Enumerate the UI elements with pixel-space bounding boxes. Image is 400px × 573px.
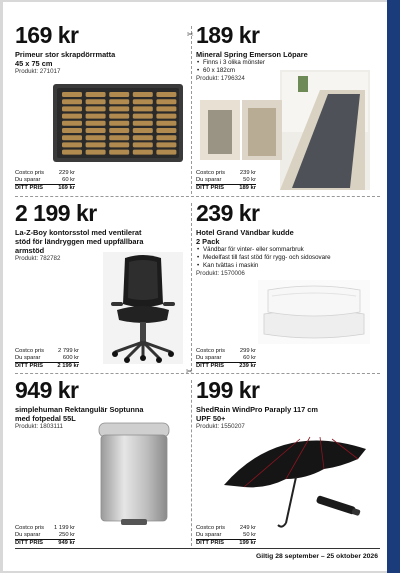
- product-number: Produkt: 1796324: [196, 75, 245, 82]
- product-bullet: • Medelfast till fast stöd för rygg- och sidosovare: [196, 254, 372, 262]
- price-table: Costco pris 1 199 kr Du sparar 250 kr DITT PRIS 949 kr: [15, 525, 75, 547]
- product-number: Produkt: 782782: [15, 255, 61, 262]
- price-table: Costco pris 2 799 kr Du sparar 600 kr DITT PRIS 2 199 kr: [15, 348, 79, 370]
- doormat-image: [53, 84, 183, 162]
- product-number: Produkt: 1550207: [196, 423, 245, 430]
- pillows-image: [258, 280, 370, 344]
- product-card-doormat[interactable]: [15, 22, 191, 192]
- accent-bar: [387, 0, 400, 573]
- product-bullet: • Finns i 3 olika mönster: [196, 59, 372, 67]
- product-number: Produkt: 1570006: [196, 270, 245, 277]
- trash-can-image: [93, 419, 175, 529]
- price-table: Costco pris 239 kr Du sparar 50 kr DITT PRIS 189 kr: [196, 170, 256, 192]
- price-table: Costco pris 249 kr Du sparar 50 kr DITT PRIS 199 kr: [196, 525, 256, 547]
- price-table: Costco pris 299 kr Du sparar 60 kr DITT PRIS 239 kr: [196, 348, 256, 370]
- product-card-umbrella[interactable]: [196, 377, 372, 547]
- product-card-pillows[interactable]: [196, 200, 372, 370]
- footer-rule: [15, 548, 380, 549]
- scissors-icon: ✂: [186, 367, 193, 376]
- product-bullet: • 60 x 182cm: [196, 67, 372, 75]
- product-title: simplehuman Rektangulär Soptunna med fotpedal 55L: [15, 405, 144, 423]
- product-card-runner[interactable]: [196, 22, 372, 192]
- scissors-icon: ✂: [187, 30, 194, 39]
- product-price: 199 kr: [196, 377, 260, 403]
- horizontal-separator: [15, 373, 380, 374]
- product-price: 949 kr: [15, 377, 79, 403]
- product-card-office-chair[interactable]: [15, 200, 191, 370]
- product-price: 189 kr: [196, 22, 260, 48]
- vertical-separator: [191, 26, 192, 194]
- umbrella-image: [220, 427, 370, 531]
- office-chair-image: [103, 252, 183, 364]
- product-price: 239 kr: [196, 200, 260, 226]
- price-table: Costco pris 229 kr Du sparar 60 kr DITT PRIS 169 kr: [15, 170, 75, 192]
- horizontal-separator: [15, 196, 380, 197]
- product-title: Mineral Spring Emerson Löpare: [196, 50, 308, 59]
- product-price: 169 kr: [15, 22, 79, 48]
- product-card-trash-can[interactable]: [15, 377, 191, 547]
- product-title: Hotel Grand Vändbar kudde 2 Pack: [196, 228, 294, 246]
- product-title: ShedRain WindPro Paraply 117 cm UPF 50+: [196, 405, 318, 423]
- vertical-separator: [191, 203, 192, 371]
- vertical-separator: [191, 380, 192, 546]
- product-bullet: • Kan tvättas i maskin: [196, 262, 372, 270]
- product-number: Produkt: 1803111: [15, 423, 63, 430]
- product-title: La-Z-Boy kontorsstol med ventilerat stöd för ländryggen med uppfällbara armstöd: [15, 228, 144, 255]
- product-title: Primeur stor skrapdörrmatta 45 x 75 cm: [15, 50, 116, 68]
- product-price: 2 199 kr: [15, 200, 97, 226]
- validity-footer: Giltig 28 september – 25 oktober 2026: [255, 553, 378, 560]
- product-bullet: • Vändbar för vinter- eller sommarbruk: [196, 246, 372, 254]
- product-number: Produkt: 271017: [15, 68, 61, 75]
